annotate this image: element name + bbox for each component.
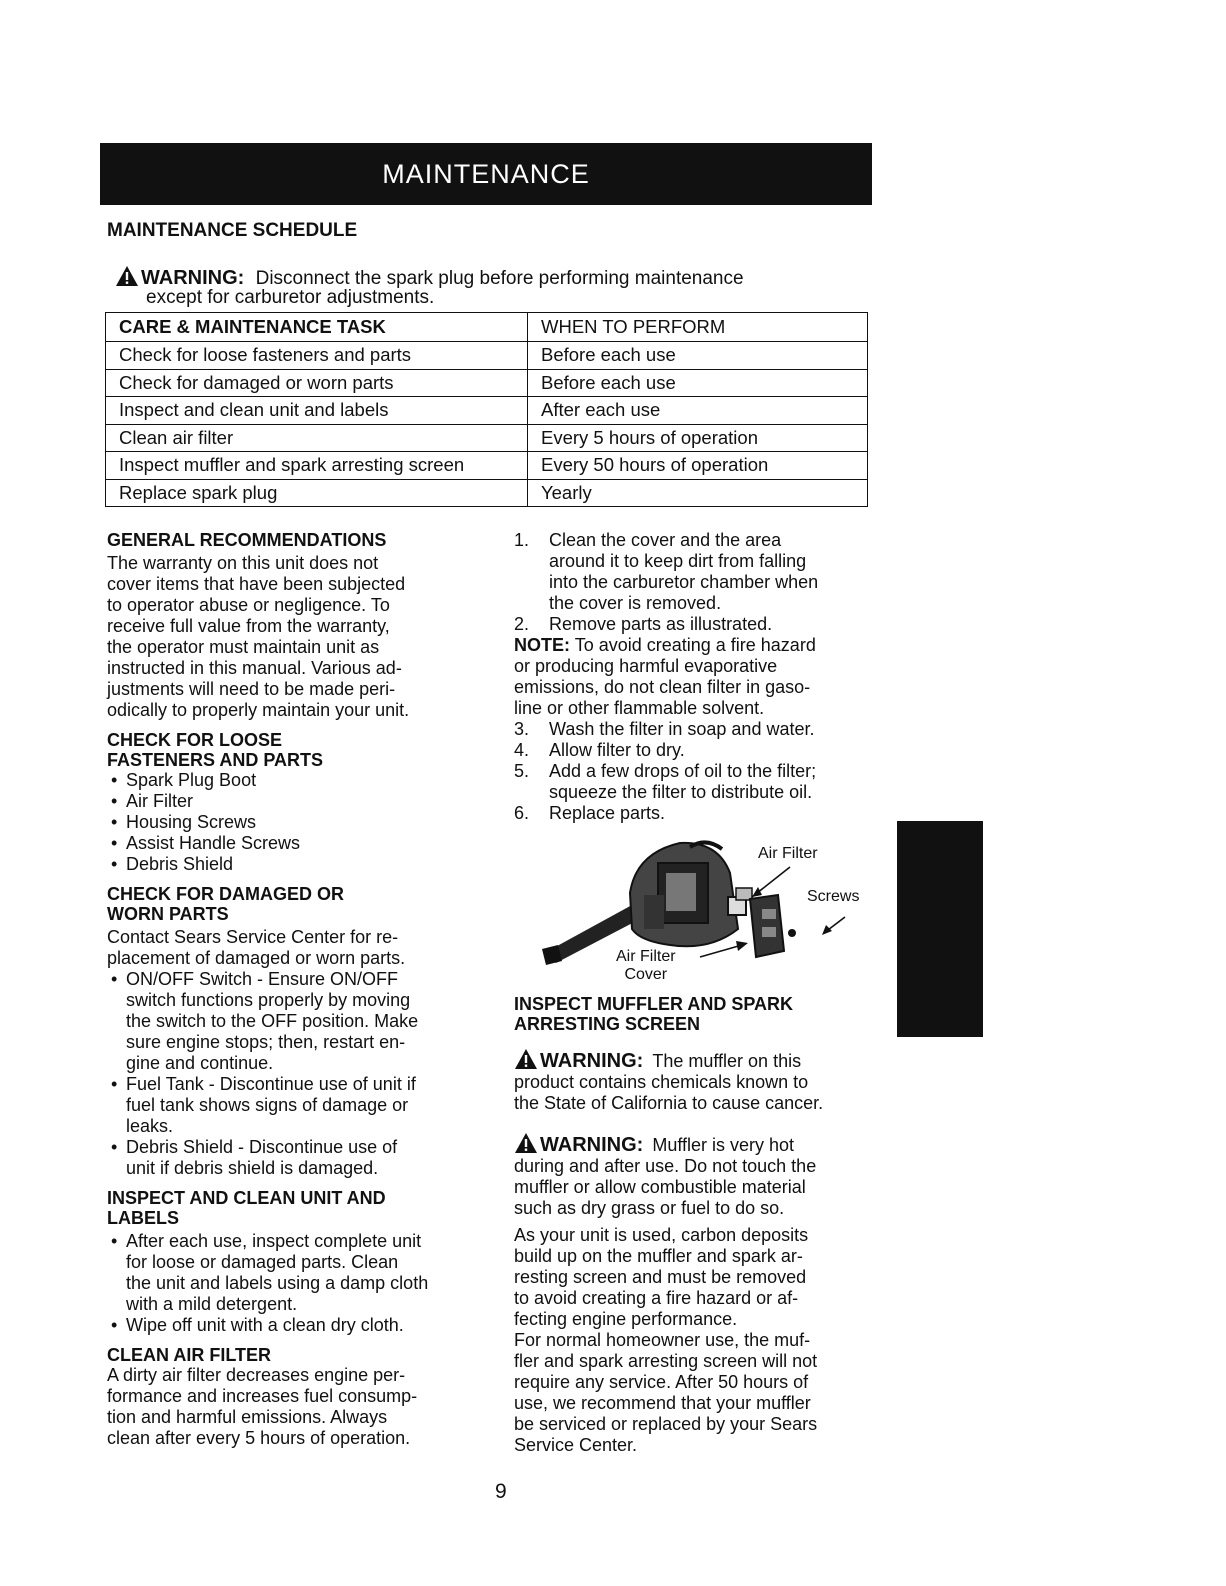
damaged-heading <box>107 884 492 924</box>
text-line: build up on the muffler and spark ar- <box>514 1246 803 1266</box>
text-line: odically to properly maintain your unit. <box>107 700 410 720</box>
when-cell: Every 5 hours of operation <box>528 424 868 452</box>
list-item: • Air Filter <box>107 791 492 812</box>
warning-icon <box>514 1132 538 1154</box>
text-line: the operator must maintain unit as <box>107 637 380 657</box>
damaged-intro <box>107 927 492 969</box>
loose-list <box>107 770 492 875</box>
muffler-service-paragraph <box>514 1330 894 1456</box>
list-item <box>514 530 894 614</box>
text-line: use, we recommend that your muffler <box>514 1393 811 1413</box>
list-item <box>107 1315 492 1336</box>
text-line: squeeze the filter to distribute oil. <box>549 782 813 802</box>
text-line: require any service. After 50 hours of <box>514 1372 809 1392</box>
table-row <box>106 424 868 452</box>
text-line: • Fuel Tank - Discontinue use of unit if <box>126 1074 416 1094</box>
inspect-clean-heading <box>107 1188 492 1228</box>
warning-keyword: WARNING: <box>540 1134 644 1156</box>
list-item <box>514 740 894 761</box>
air-filter-heading: CLEAN AIR FILTER <box>107 1345 271 1365</box>
task-cell: Inspect muffler and spark arresting screen <box>106 452 528 480</box>
list-item <box>107 1231 492 1315</box>
task-cell: Replace spark plug <box>106 479 528 507</box>
list-item <box>514 761 894 803</box>
text-line: the cover is removed. <box>549 593 722 613</box>
label-air-filter-cover <box>616 948 676 984</box>
when-cell: Every 50 hours of operation <box>528 452 868 480</box>
heading-line: CHECK FOR LOOSE <box>107 730 283 750</box>
text-line: Allow filter to dry. <box>549 740 685 760</box>
warning-keyword: WARNING: <box>141 267 245 289</box>
text-line: into the carburetor chamber when <box>549 572 819 592</box>
text-line: justments will need to be made peri- <box>107 679 396 699</box>
list-item: • Housing Screws <box>107 812 492 833</box>
damaged-list <box>107 969 492 1179</box>
text-line: emissions, do not clean filter in gaso- <box>514 677 811 697</box>
table-header-row <box>106 313 868 342</box>
table-row <box>106 479 868 507</box>
label-line: Air Filter <box>616 948 676 965</box>
table-row <box>106 369 868 397</box>
task-cell: Inspect and clean unit and labels <box>106 397 528 425</box>
step-number: 5. <box>514 761 530 781</box>
warning-text-cont: except for carburetor adjustments. <box>146 287 435 308</box>
text-line: Wash the filter in soap and water. <box>549 719 815 739</box>
text-line: around it to keep dirt from falling <box>549 551 807 571</box>
text-line: resting screen and must be removed <box>514 1267 807 1287</box>
left-column <box>107 530 492 1449</box>
list-item <box>107 969 492 1074</box>
task-cell: Clean air filter <box>106 424 528 452</box>
column-header-when: WHEN TO PERFORM <box>528 313 868 342</box>
text-line: receive full value from the warranty, <box>107 616 390 636</box>
text-line: during and after use. Do not touch the <box>514 1156 817 1176</box>
step-number: 6. <box>514 803 530 823</box>
text-line: For normal homeowner use, the muf- <box>514 1330 811 1350</box>
warning-icon <box>115 265 139 287</box>
text-line: • ON/OFF Switch - Ensure ON/OFF <box>126 969 399 989</box>
air-filter-steps <box>514 530 894 824</box>
text-line: fecting engine performance. <box>514 1309 738 1329</box>
note-keyword: NOTE: <box>514 635 570 655</box>
when-cell: Yearly <box>528 479 868 507</box>
text-line: such as dry grass or fuel to do so. <box>514 1198 785 1218</box>
text-line: • Debris Shield - Discontinue use of <box>126 1137 398 1157</box>
text-line: or producing harmful evaporative <box>514 656 778 676</box>
text-line: line or other flammable solvent. <box>514 698 765 718</box>
text-line: Service Center. <box>514 1435 638 1455</box>
table-row <box>106 397 868 425</box>
note <box>514 635 894 719</box>
text-line: clean after every 5 hours of operation. <box>107 1428 411 1448</box>
list-item <box>107 1137 492 1179</box>
table-row <box>106 452 868 480</box>
task-cell: Check for loose fasteners and parts <box>106 342 528 370</box>
text-line: product contains chemicals known to <box>514 1072 809 1092</box>
list-item <box>514 614 894 635</box>
text-line: A dirty air filter decreases engine per- <box>107 1365 406 1385</box>
heading-line: INSPECT AND CLEAN UNIT AND <box>107 1188 386 1208</box>
text-line: the switch to the OFF position. Make <box>126 1011 419 1031</box>
text-line: to avoid creating a fire hazard or af- <box>514 1288 799 1308</box>
text-line: unit if debris shield is damaged. <box>126 1158 379 1178</box>
when-cell: Before each use <box>528 342 868 370</box>
text-line: Replace parts. <box>549 803 666 823</box>
air-filter-figure <box>540 833 880 993</box>
warning-keyword: WARNING: <box>540 1050 644 1072</box>
maintenance-schedule-table <box>105 312 868 507</box>
list-item: • Spark Plug Boot <box>107 770 492 791</box>
loose-heading <box>107 730 492 770</box>
text-line: Clean the cover and the area <box>549 530 782 550</box>
text-line: instructed in this manual. Various ad- <box>107 658 402 678</box>
list-item: • Debris Shield <box>107 854 492 875</box>
trimmer-engine-illustration <box>540 833 880 993</box>
text-line: fuel tank shows signs of damage or <box>126 1095 409 1115</box>
text-line: sure engine stops; then, restart en- <box>126 1032 406 1052</box>
heading-line: WORN PARTS <box>107 904 229 924</box>
text-line: muffler or allow combustible material <box>514 1177 806 1197</box>
muffler-warning-hot <box>514 1132 894 1219</box>
text-line: be serviced or replaced by your Sears <box>514 1414 818 1434</box>
list-item: • Assist Handle Screws <box>107 833 492 854</box>
text-line: The warranty on this unit does not <box>107 553 379 573</box>
text-line: • Wipe off unit with a clean dry cloth. <box>126 1315 404 1335</box>
banner-title: MAINTENANCE <box>382 158 590 189</box>
table-row <box>106 342 868 370</box>
text-line: formance and increases fuel consump- <box>107 1386 418 1406</box>
list-item <box>514 719 894 740</box>
general-text <box>107 553 492 721</box>
text-line: Muffler is very hot <box>652 1135 795 1155</box>
text-line: the unit and labels using a damp cloth <box>126 1273 429 1293</box>
text-line: The muffler on this <box>652 1051 802 1071</box>
step-number: 3. <box>514 719 530 739</box>
page-number: 9 <box>495 1480 507 1503</box>
text-line: fler and spark arresting screen will not <box>514 1351 818 1371</box>
text-line: Remove parts as illustrated. <box>549 614 773 634</box>
list-item <box>514 803 894 824</box>
label-line: Cover <box>624 966 668 983</box>
text-line: gine and continue. <box>126 1053 274 1073</box>
section-thumb-tab <box>897 821 983 1037</box>
list-item <box>107 1074 492 1137</box>
text-line: the State of California to cause cancer. <box>514 1093 824 1113</box>
text-line: cover items that have been subjected <box>107 574 406 594</box>
text-line: To avoid creating a fire hazard <box>574 635 816 655</box>
inspect-clean-list <box>107 1231 492 1336</box>
muffler-warning-cancer <box>514 1048 894 1114</box>
steps-list-a <box>514 530 894 635</box>
column-header-task: CARE & MAINTENANCE TASK <box>106 313 528 342</box>
text-line: with a mild detergent. <box>126 1294 298 1314</box>
label-air-filter: Air Filter <box>758 845 818 862</box>
heading-line: ARRESTING SCREEN <box>514 1014 701 1034</box>
muffler-section <box>514 994 894 1456</box>
section-banner <box>100 143 872 205</box>
when-cell: Before each use <box>528 369 868 397</box>
muffler-carbon-paragraph <box>514 1225 894 1330</box>
text-line: switch functions properly by moving <box>126 990 411 1010</box>
when-cell: After each use <box>528 397 868 425</box>
text-line: Add a few drops of oil to the filter; <box>549 761 817 781</box>
steps-list-b <box>514 719 894 824</box>
step-number: 1. <box>514 530 530 550</box>
text-line: tion and harmful emissions. Always <box>107 1407 388 1427</box>
text-line: placement of damaged or worn parts. <box>107 948 406 968</box>
heading-line: LABELS <box>107 1208 179 1228</box>
task-cell: Check for damaged or worn parts <box>106 369 528 397</box>
warning-icon <box>514 1048 538 1070</box>
label-screws: Screws <box>807 888 860 905</box>
muffler-heading <box>514 994 894 1034</box>
schedule-heading: MAINTENANCE SCHEDULE <box>107 220 358 241</box>
heading-line: FASTENERS AND PARTS <box>107 750 324 770</box>
text-line: As your unit is used, carbon deposits <box>514 1225 809 1245</box>
text-line: for loose or damaged parts. Clean <box>126 1252 399 1272</box>
general-heading: GENERAL RECOMMENDATIONS <box>107 530 387 550</box>
text-line: leaks. <box>126 1116 174 1136</box>
step-number: 2. <box>514 614 530 634</box>
step-number: 4. <box>514 740 530 760</box>
air-filter-text <box>107 1365 492 1449</box>
heading-line: INSPECT MUFFLER AND SPARK <box>514 994 793 1014</box>
warning-text: Disconnect the spark plug before performing maintenance <box>255 268 744 289</box>
text-line: • After each use, inspect complete unit <box>126 1231 422 1251</box>
heading-line: CHECK FOR DAMAGED OR <box>107 884 344 904</box>
text-line: to operator abuse or negligence. To <box>107 595 390 615</box>
text-line: Contact Sears Service Center for re- <box>107 927 399 947</box>
